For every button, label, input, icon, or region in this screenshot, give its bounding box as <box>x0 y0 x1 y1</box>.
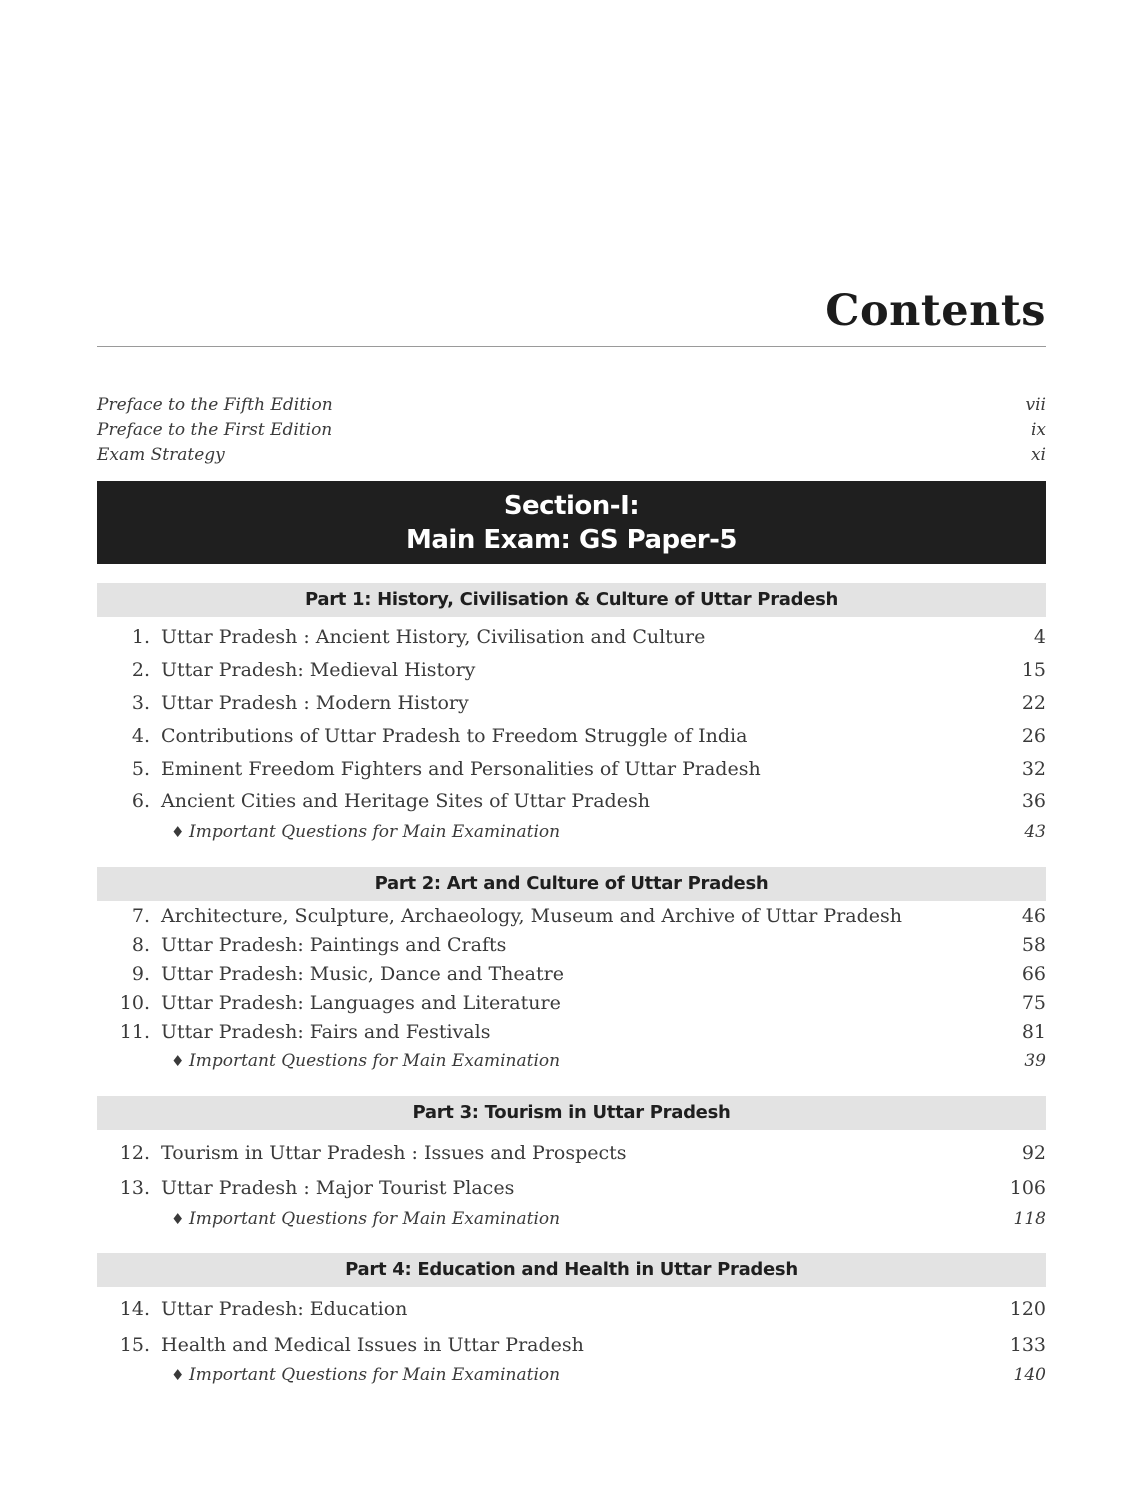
chapter-page: 26 <box>1021 725 1046 747</box>
chapter-title: Health and Medical Issues in Uttar Pradesh <box>161 1334 584 1356</box>
chapter-entry[interactable] <box>97 963 1046 985</box>
chapter-page: 36 <box>1021 790 1046 812</box>
chapter-entry[interactable] <box>97 934 1046 956</box>
chapter-number: 1. <box>131 626 150 648</box>
chapter-page: 58 <box>1021 934 1046 956</box>
section-banner <box>97 481 1046 564</box>
questions-entry[interactable] <box>97 822 1046 842</box>
section-heading: Section-I: <box>503 490 640 521</box>
questions-entry[interactable] <box>97 1051 1046 1071</box>
front-matter-label: Exam Strategy <box>97 445 225 465</box>
chapter-page: 66 <box>1021 963 1046 985</box>
chapter-title: Eminent Freedom Fighters and Personalities of Uttar Pradesh <box>161 758 761 780</box>
questions-entry[interactable] <box>97 1365 1046 1385</box>
chapter-number: 7. <box>131 905 150 927</box>
diamond-bullet-icon: ♦ <box>171 1366 185 1384</box>
questions-page: 43 <box>1024 822 1046 842</box>
chapter-page: 133 <box>1009 1334 1046 1356</box>
front-matter-page: xi <box>1030 445 1046 465</box>
chapter-page: 22 <box>1021 692 1046 714</box>
chapter-number: 14. <box>119 1298 150 1320</box>
page-title: Contents <box>825 286 1046 336</box>
chapter-title: Uttar Pradesh: Education <box>161 1298 408 1320</box>
chapter-entry[interactable] <box>97 1177 1046 1199</box>
chapter-entry[interactable] <box>97 758 1046 780</box>
chapter-number: 9. <box>131 963 150 985</box>
chapter-entry[interactable] <box>97 1298 1046 1320</box>
questions-label: Important Questions for Main Examination <box>189 1051 561 1071</box>
part-heading: Part 2: Art and Culture of Uttar Pradesh <box>97 867 1046 901</box>
chapter-number: 4. <box>131 725 150 747</box>
part-heading: Part 3: Tourism in Uttar Pradesh <box>97 1096 1046 1130</box>
chapter-entry[interactable] <box>97 790 1046 812</box>
chapter-number: 11. <box>119 1021 150 1043</box>
chapter-title: Uttar Pradesh: Fairs and Festivals <box>161 1021 491 1043</box>
chapter-number: 3. <box>131 692 150 714</box>
chapter-page: 46 <box>1021 905 1046 927</box>
questions-label: Important Questions for Main Examination <box>189 1365 561 1385</box>
front-matter-page: vii <box>1025 395 1046 415</box>
diamond-bullet-icon: ♦ <box>171 823 185 841</box>
front-matter-page: ix <box>1030 420 1046 440</box>
chapter-page: 106 <box>1009 1177 1046 1199</box>
part-heading: Part 1: History, Civilisation & Culture of Uttar Pradesh <box>97 583 1046 617</box>
chapter-number: 5. <box>131 758 150 780</box>
chapter-title: Uttar Pradesh : Major Tourist Places <box>161 1177 515 1199</box>
chapter-entry[interactable] <box>97 659 1046 681</box>
chapter-number: 12. <box>119 1142 150 1164</box>
chapter-page: 92 <box>1021 1142 1046 1164</box>
questions-label: Important Questions for Main Examination <box>189 1209 561 1229</box>
chapter-title: Tourism in Uttar Pradesh : Issues and Prospects <box>161 1142 627 1164</box>
chapter-entry[interactable] <box>97 1021 1046 1043</box>
chapter-entry[interactable] <box>97 692 1046 714</box>
chapter-page: 32 <box>1021 758 1046 780</box>
chapter-title: Architecture, Sculpture, Archaeology, Museum and Archive of Uttar Pradesh <box>161 905 902 927</box>
front-matter-label: Preface to the First Edition <box>97 420 333 440</box>
front-matter-label: Preface to the Fifth Edition <box>97 395 333 415</box>
questions-entry[interactable] <box>97 1209 1046 1229</box>
chapter-title: Uttar Pradesh: Medieval History <box>161 659 476 681</box>
chapter-number: 6. <box>131 790 150 812</box>
chapter-entry[interactable] <box>97 725 1046 747</box>
diamond-bullet-icon: ♦ <box>171 1210 185 1228</box>
diamond-bullet-icon: ♦ <box>171 1052 185 1070</box>
title-divider <box>97 346 1046 347</box>
front-matter-item[interactable] <box>97 418 1046 443</box>
chapter-entry[interactable] <box>97 626 1046 648</box>
chapter-entry[interactable] <box>97 905 1046 927</box>
chapter-title: Uttar Pradesh: Music, Dance and Theatre <box>161 963 564 985</box>
front-matter-item[interactable] <box>97 443 1046 468</box>
chapter-page: 75 <box>1021 992 1046 1014</box>
chapter-number: 10. <box>119 992 150 1014</box>
chapter-number: 8. <box>131 934 150 956</box>
chapter-page: 4 <box>1033 626 1046 648</box>
chapter-title: Uttar Pradesh : Modern History <box>161 692 469 714</box>
front-matter-list <box>97 393 1046 468</box>
chapter-page: 15 <box>1021 659 1046 681</box>
chapter-page: 120 <box>1009 1298 1046 1320</box>
part-heading: Part 4: Education and Health in Uttar Pradesh <box>97 1253 1046 1287</box>
questions-label: Important Questions for Main Examination <box>189 822 561 842</box>
chapter-number: 13. <box>119 1177 150 1199</box>
chapter-number: 2. <box>131 659 150 681</box>
chapter-entry[interactable] <box>97 1142 1046 1164</box>
chapter-title: Uttar Pradesh: Languages and Literature <box>161 992 561 1014</box>
questions-page: 140 <box>1013 1365 1046 1385</box>
chapter-page: 81 <box>1021 1021 1046 1043</box>
questions-page: 39 <box>1024 1051 1046 1071</box>
chapter-title: Contributions of Uttar Pradesh to Freedom Struggle of India <box>161 725 748 747</box>
chapter-title: Ancient Cities and Heritage Sites of Uttar Pradesh <box>161 790 650 812</box>
questions-page: 118 <box>1013 1209 1046 1229</box>
chapter-number: 15. <box>119 1334 150 1356</box>
front-matter-item[interactable] <box>97 393 1046 418</box>
section-subheading: Main Exam: GS Paper-5 <box>406 524 737 555</box>
chapter-entry[interactable] <box>97 992 1046 1014</box>
chapter-entry[interactable] <box>97 1334 1046 1356</box>
chapter-title: Uttar Pradesh : Ancient History, Civilisation and Culture <box>161 626 706 648</box>
chapter-title: Uttar Pradesh: Paintings and Crafts <box>161 934 507 956</box>
